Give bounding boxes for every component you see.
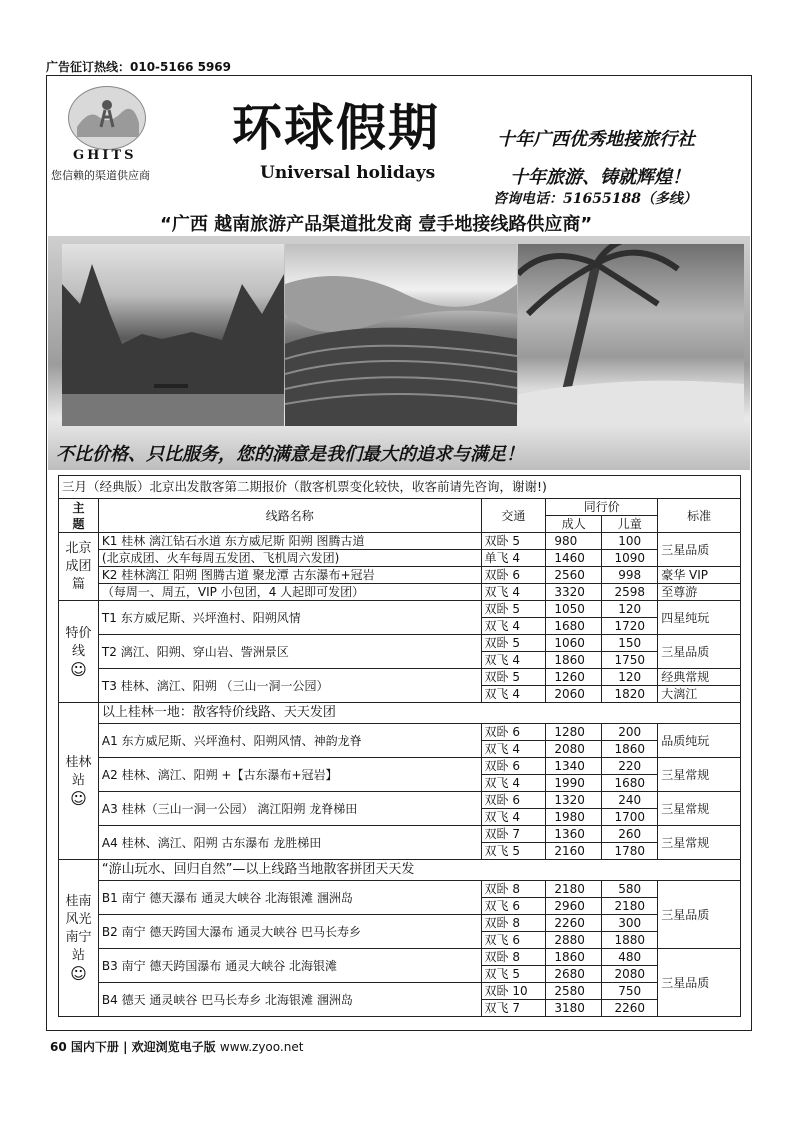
standard: 至尊游 bbox=[658, 584, 741, 601]
table-row bbox=[59, 983, 741, 1000]
adult-price: 2160 bbox=[546, 843, 602, 860]
adult-price: 1990 bbox=[546, 775, 602, 792]
adult-price: 1260 bbox=[546, 669, 602, 686]
transport: 双飞 6 bbox=[481, 898, 546, 915]
brand-title: 环球假期 bbox=[232, 98, 440, 157]
slogan-secondary: 十年旅游、铸就辉煌！ bbox=[510, 167, 690, 188]
adult-price: 1280 bbox=[546, 724, 602, 741]
transport: 双飞 4 bbox=[481, 809, 546, 826]
route-name: K2 桂林漓江 阳朔 图腾古道 聚龙潭 古东瀑布+冠岩 bbox=[98, 567, 481, 584]
child-price: 1780 bbox=[602, 843, 658, 860]
route-name: A3 桂林（三山一洞一公园） 漓江阳朔 龙脊梯田 bbox=[98, 792, 481, 826]
table-caption: 三月（经典版）北京出发散客第二期报价（散客机票变化较快，收客前请先咨询，谢谢!) bbox=[59, 476, 741, 499]
smile-icon: ☺ bbox=[70, 789, 87, 808]
standard: 豪华 VIP bbox=[658, 567, 741, 584]
table-row bbox=[59, 949, 741, 966]
child-price: 260 bbox=[602, 826, 658, 843]
child-price: 120 bbox=[602, 601, 658, 618]
standard: 三星品质 bbox=[658, 881, 741, 949]
child-price: 150 bbox=[602, 635, 658, 652]
footer-section: 国内下册 bbox=[70, 1040, 119, 1054]
transport: 双卧 8 bbox=[481, 949, 546, 966]
adult-price: 1460 bbox=[546, 550, 602, 567]
transport: 双飞 4 bbox=[481, 584, 546, 601]
child-price: 1700 bbox=[602, 809, 658, 826]
logo-icon bbox=[68, 86, 146, 150]
transport: 单飞 4 bbox=[481, 550, 546, 567]
section-theme: 北京成团篇 bbox=[59, 533, 99, 601]
child-price: 1860 bbox=[602, 741, 658, 758]
child-price: 220 bbox=[602, 758, 658, 775]
adult-price: 2680 bbox=[546, 966, 602, 983]
section-theme: 桂林站 ☺ bbox=[59, 703, 99, 860]
table-row bbox=[59, 792, 741, 809]
adult-price: 1980 bbox=[546, 809, 602, 826]
section-intro-row bbox=[59, 860, 741, 881]
adult-price: 2880 bbox=[546, 932, 602, 949]
transport: 双飞 7 bbox=[481, 1000, 546, 1017]
adult-price: 2560 bbox=[546, 567, 602, 584]
child-price: 2598 bbox=[602, 584, 658, 601]
service-motto: 不比价格、只比服务，您的满意是我们最大的追求与满足！ bbox=[56, 444, 524, 465]
ad-hotline: 广告征订热线：010-5166 5969 bbox=[46, 60, 232, 74]
route-name: K1 桂林 漓江钻石水道 东方威尼斯 阳朔 图腾古道 bbox=[98, 533, 481, 550]
adult-price: 2960 bbox=[546, 898, 602, 915]
standard: 三星常规 bbox=[658, 792, 741, 826]
transport: 双卧 10 bbox=[481, 983, 546, 1000]
adult-price: 1340 bbox=[546, 758, 602, 775]
child-price: 1820 bbox=[602, 686, 658, 703]
child-price: 2080 bbox=[602, 966, 658, 983]
child-price: 1720 bbox=[602, 618, 658, 635]
page-number: 60 bbox=[50, 1040, 67, 1054]
table-row bbox=[59, 881, 741, 898]
footer-url-link[interactable]: www.zyoo.net bbox=[219, 1040, 304, 1054]
adult-price: 3320 bbox=[546, 584, 602, 601]
adult-price: 1320 bbox=[546, 792, 602, 809]
logo-text: GHITS bbox=[73, 148, 137, 163]
transport: 双卧 6 bbox=[481, 758, 546, 775]
brand-english: Universal holidays bbox=[260, 163, 436, 183]
child-price: 200 bbox=[602, 724, 658, 741]
header-adult: 成人 bbox=[546, 516, 602, 533]
transport: 双卧 5 bbox=[481, 635, 546, 652]
standard: 三星常规 bbox=[658, 758, 741, 792]
header-route: 线路名称 bbox=[98, 499, 481, 533]
table-row bbox=[59, 533, 741, 550]
header-standard: 标准 bbox=[658, 499, 741, 533]
price-table bbox=[58, 475, 741, 1017]
route-name: （每周一、周五，VIP 小包团，4 人起即可发团） bbox=[98, 584, 481, 601]
adult-price: 1050 bbox=[546, 601, 602, 618]
route-name: B3 南宁 德天跨国瀑布 通灵大峡谷 北海银滩 bbox=[98, 949, 481, 983]
page-footer bbox=[50, 1038, 303, 1055]
child-price: 100 bbox=[602, 533, 658, 550]
child-price: 1680 bbox=[602, 775, 658, 792]
route-name: T2 漓江、阳朔、穿山岩、訾洲景区 bbox=[98, 635, 481, 669]
adult-price: 1860 bbox=[546, 949, 602, 966]
adult-price: 3180 bbox=[546, 1000, 602, 1017]
section-theme: 桂南风光南宁站 ☺ bbox=[59, 860, 99, 1017]
channel-banner: “广西 越南旅游产品渠道批发商 壹手地接线路供应商” bbox=[160, 214, 593, 235]
transport: 双飞 4 bbox=[481, 741, 546, 758]
transport: 双飞 5 bbox=[481, 966, 546, 983]
child-price: 240 bbox=[602, 792, 658, 809]
adult-price: 1360 bbox=[546, 826, 602, 843]
table-row bbox=[59, 635, 741, 652]
photo-palm-beach bbox=[518, 244, 744, 426]
standard: 大漓江 bbox=[658, 686, 741, 703]
route-name: B4 德天 通灵峡谷 巴马长寿乡 北海银滩 涠洲岛 bbox=[98, 983, 481, 1017]
child-price: 1880 bbox=[602, 932, 658, 949]
child-price: 580 bbox=[602, 881, 658, 898]
route-name: A4 桂林、漓江、阳朔 古东瀑布 龙胜梯田 bbox=[98, 826, 481, 860]
adult-price: 2180 bbox=[546, 881, 602, 898]
photo-karst-river bbox=[62, 244, 284, 426]
transport: 双卧 5 bbox=[481, 533, 546, 550]
adult-price: 2080 bbox=[546, 741, 602, 758]
table-row bbox=[59, 550, 741, 567]
table-row bbox=[59, 567, 741, 584]
transport: 双飞 4 bbox=[481, 686, 546, 703]
table-row bbox=[59, 826, 741, 843]
table-row bbox=[59, 758, 741, 775]
adult-price: 2580 bbox=[546, 983, 602, 1000]
header-price: 同行价 bbox=[546, 499, 658, 516]
header-transport: 交通 bbox=[481, 499, 546, 533]
transport: 双飞 4 bbox=[481, 775, 546, 792]
adult-price: 1060 bbox=[546, 635, 602, 652]
adult-price: 980 bbox=[546, 533, 602, 550]
standard: 四星纯玩 bbox=[658, 601, 741, 635]
slogan-primary: 十年广西优秀地接旅行社 bbox=[497, 129, 695, 150]
transport: 双卧 8 bbox=[481, 915, 546, 932]
route-name: A2 桂林、漓江、阳朔 +【古东瀑布+冠岩】 bbox=[98, 758, 481, 792]
transport: 双飞 5 bbox=[481, 843, 546, 860]
section-intro: “游山玩水、回归自然”—以上线路当地散客拼团天天发 bbox=[98, 860, 740, 881]
transport: 双飞 4 bbox=[481, 618, 546, 635]
table-row bbox=[59, 915, 741, 932]
table-row bbox=[59, 669, 741, 686]
transport: 双卧 8 bbox=[481, 881, 546, 898]
footer-welcome: 欢迎浏览电子版 bbox=[131, 1040, 216, 1054]
route-name: T1 东方威尼斯、兴坪渔村、阳朔风情 bbox=[98, 601, 481, 635]
photo-rice-terraces bbox=[285, 244, 517, 426]
route-name: (北京成团、火车每周五发团、飞机周六发团) bbox=[98, 550, 481, 567]
footer-separator: | bbox=[123, 1040, 128, 1054]
route-name: A1 东方威尼斯、兴坪渔村、阳朔风情、神韵龙脊 bbox=[98, 724, 481, 758]
transport: 双卧 6 bbox=[481, 724, 546, 741]
transport: 双飞 4 bbox=[481, 652, 546, 669]
section-intro: 以上桂林一地：散客特价线路、天天发团 bbox=[98, 703, 740, 724]
standard: 品质纯玩 bbox=[658, 724, 741, 758]
transport: 双卧 6 bbox=[481, 792, 546, 809]
standard: 三星品质 bbox=[658, 533, 741, 567]
smile-icon: ☺ bbox=[70, 659, 87, 679]
standard: 经典常规 bbox=[658, 669, 741, 686]
adult-price: 2260 bbox=[546, 915, 602, 932]
table-row bbox=[59, 724, 741, 741]
adult-price: 2060 bbox=[546, 686, 602, 703]
route-name: B2 南宁 德天跨国大瀑布 通灵大峡谷 巴马长寿乡 bbox=[98, 915, 481, 949]
adult-price: 1860 bbox=[546, 652, 602, 669]
section-theme: 特价线 ☺ bbox=[59, 601, 99, 703]
table-row bbox=[59, 584, 741, 601]
header-theme: 主 题 bbox=[59, 499, 99, 533]
child-price: 2260 bbox=[602, 1000, 658, 1017]
standard: 三星品质 bbox=[658, 635, 741, 669]
transport: 双卧 6 bbox=[481, 567, 546, 584]
logo-tagline: 您信赖的渠道供应商 bbox=[51, 169, 150, 182]
route-name: B1 南宁 德天瀑布 通灵大峡谷 北海银滩 涠洲岛 bbox=[98, 881, 481, 915]
standard: 三星品质 bbox=[658, 949, 741, 1017]
table-row bbox=[59, 601, 741, 618]
standard: 三星常规 bbox=[658, 826, 741, 860]
adult-price: 1680 bbox=[546, 618, 602, 635]
child-price: 120 bbox=[602, 669, 658, 686]
child-price: 2180 bbox=[602, 898, 658, 915]
header-child: 儿童 bbox=[602, 516, 658, 533]
child-price: 750 bbox=[602, 983, 658, 1000]
route-name: T3 桂林、漓江、阳朔 （三山一洞一公园） bbox=[98, 669, 481, 703]
transport: 双卧 5 bbox=[481, 601, 546, 618]
child-price: 1090 bbox=[602, 550, 658, 567]
section-intro-row bbox=[59, 703, 741, 724]
child-price: 998 bbox=[602, 567, 658, 584]
child-price: 1750 bbox=[602, 652, 658, 669]
transport: 双卧 5 bbox=[481, 669, 546, 686]
transport: 双卧 7 bbox=[481, 826, 546, 843]
child-price: 480 bbox=[602, 949, 658, 966]
smile-icon: ☺ bbox=[70, 964, 87, 983]
child-price: 300 bbox=[602, 915, 658, 932]
transport: 双飞 6 bbox=[481, 932, 546, 949]
contact-phone: 咨询电话：51655188（多线） bbox=[493, 191, 697, 207]
